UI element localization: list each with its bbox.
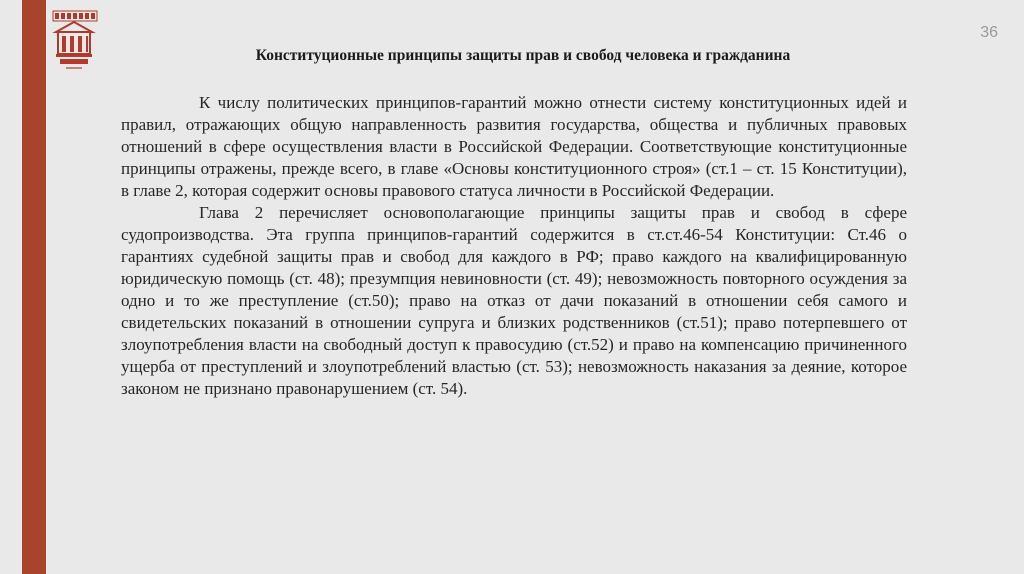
page-number: 36 xyxy=(980,24,998,41)
paragraph-1: К числу политических принципов-гарантий можно отнести систему конституционных идей и правил, отражающих общую направленность развития государства, общества и публичных правовых отношений в сфере осуществления власти в Российской Федерации. Соответствующие конституционные принципы отражены, прежде всего, в главе «Основы конституционного строя» (ст.1 – ст. 15 Конституции), в главе 2, которая содержит основы правового статуса личности в Российской Федерации. xyxy=(121,93,907,200)
slide-body xyxy=(121,92,907,400)
accent-side-bar xyxy=(22,0,46,574)
paragraph-2: Глава 2 перечисляет основополагающие принципы защиты прав и свобод в сфере судопроизводства. Эта группа принципов-гарантий содержится в ст.ст.46-54 Конституции: Ст.46 о гарантиях судебной защиты прав и свобод для каждого в РФ; право каждого на квалифицированную юридическую помощь (ст. 48); презумпция невиновности (ст. 49); невозможность повторного осуждения за одно и то же преступление (ст.50); право на отказ от дачи показаний в отношении себя самого и свидетельских показаний в отношении супруга и близких родственников (ст.51); право потерпевшего от злоупотребления власти на свободный доступ к правосудию (ст.52) и право на компенсацию причиненного ущерба от преступлений и злоупотреблений властью (ст. 53); невозможность наказания за деяние, которое законом не признано правонарушением (ст. 54). xyxy=(121,203,907,398)
university-logo-icon xyxy=(52,10,102,72)
slide-title: Конституционные принципы защиты прав и свобод человека и гражданина xyxy=(255,47,791,64)
